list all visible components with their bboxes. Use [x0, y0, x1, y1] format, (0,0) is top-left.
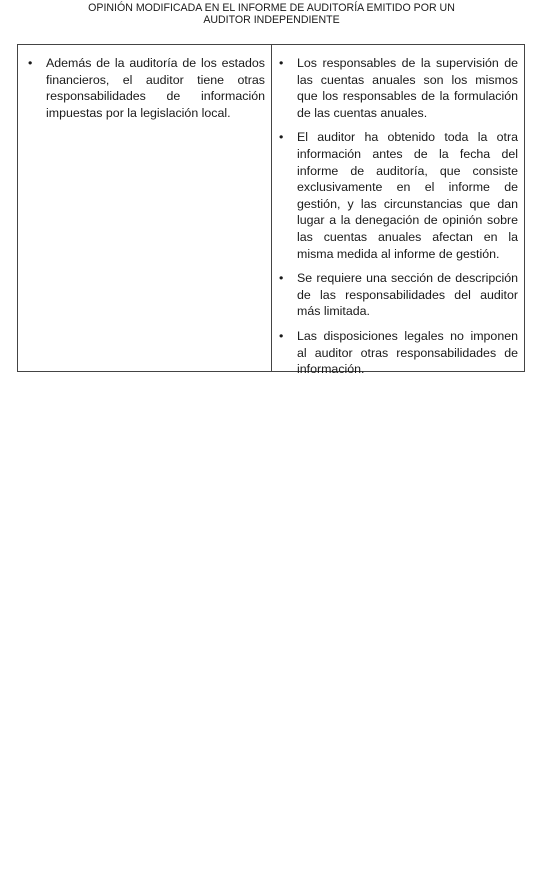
- list-item-text: Los responsables de la supervisión de las cuentas anuales son los mismos que los responsables de la formulación de las cuentas anuales.: [297, 56, 518, 120]
- list-item-text: El auditor ha obtenido toda la otra información antes de la fecha del informe de auditoría, que consiste exclusivamente en el informe de gestión, y las circunstancias que dan lugar a la denegación de opinión sobre las cuentas anuales afectan en la misma medida al informe de gestión.: [297, 130, 518, 261]
- list-item: [279, 55, 518, 121]
- content-table: [17, 44, 525, 377]
- right-column: [272, 45, 524, 377]
- bullet-icon: •: [279, 271, 284, 286]
- list-item-text: Además de la auditoría de los estados financieros, el auditor tiene otras responsabilidades de información impuestas por la legislación local.: [46, 56, 265, 120]
- list-item-text: Se requiere una sección de descripción de las responsabilidades del auditor más limitada.: [297, 271, 518, 319]
- bullet-icon: •: [279, 328, 284, 343]
- bullet-icon: •: [28, 56, 33, 70]
- list-item: [279, 129, 518, 262]
- left-bullet-list: [28, 55, 265, 121]
- bullet-icon: •: [279, 130, 284, 145]
- list-item: [279, 270, 518, 320]
- list-item: [279, 328, 518, 378]
- page-header: [0, 3, 543, 26]
- bullet-icon: •: [279, 56, 284, 70]
- header-title-line-1: OPINIÓN MODIFICADA EN EL INFORME DE AUDITORÍA EMITIDO POR UN: [88, 2, 455, 14]
- header-title-line-2: AUDITOR INDEPENDIENTE: [203, 13, 340, 26]
- list-item: [28, 55, 265, 121]
- left-column: [18, 45, 272, 371]
- right-bullet-list: [279, 55, 518, 378]
- list-item-text: Las disposiciones legales no imponen al auditor otras responsabilidades de información.: [297, 328, 518, 377]
